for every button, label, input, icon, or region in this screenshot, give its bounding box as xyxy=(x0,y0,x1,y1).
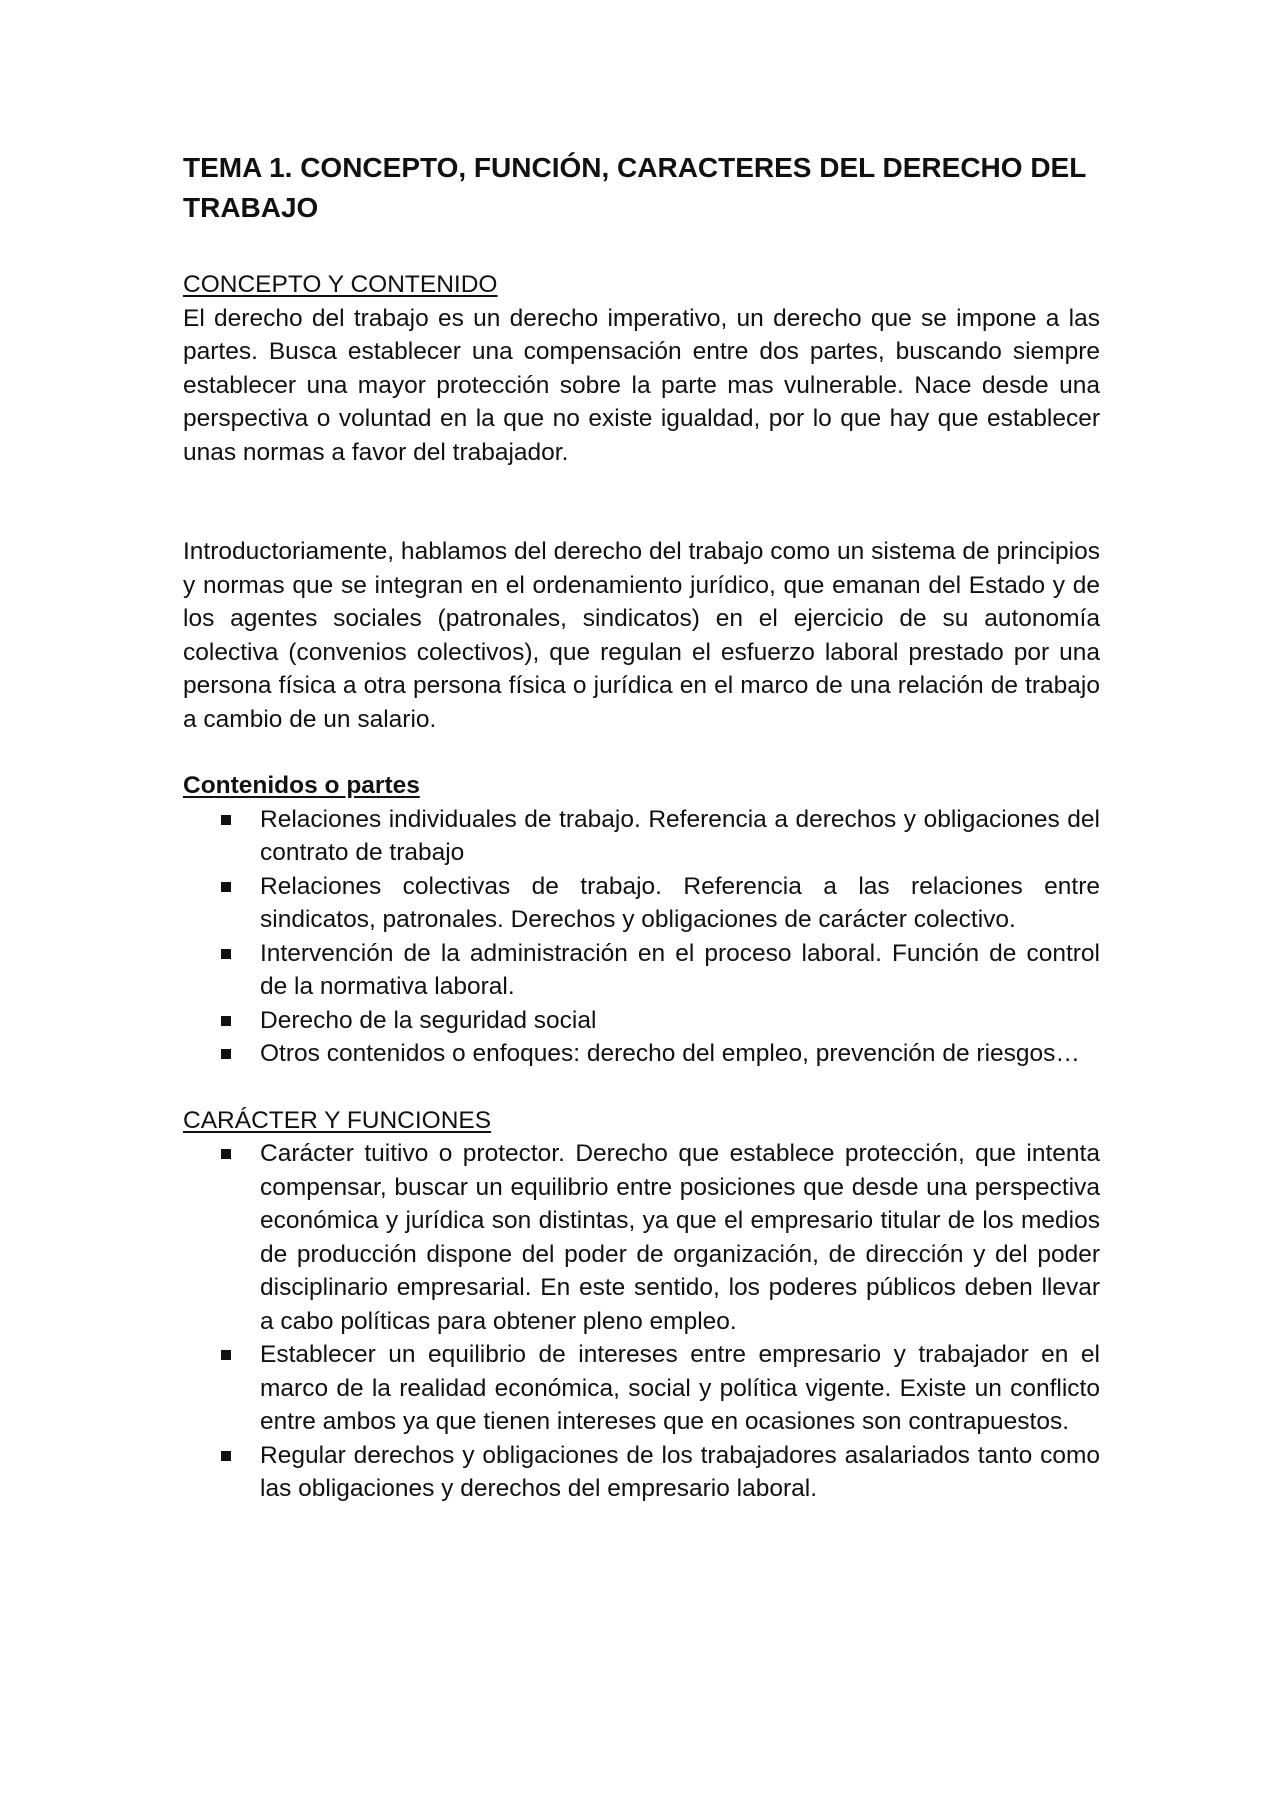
spacer xyxy=(183,736,1100,769)
list-item xyxy=(260,803,1100,870)
section-heading-caracter: CARÁCTER Y FUNCIONES xyxy=(183,1106,492,1134)
page-title: TEMA 1. CONCEPTO, FUNCIÓN, CARACTERES DEL DERECHO DEL TRABAJO xyxy=(183,152,1086,223)
contenidos-list xyxy=(183,803,1100,1071)
list-item-text: Relaciones colectivas de trabajo. Referencia a las relaciones entre sindicatos, patronales. Derechos y obligaciones de carácter colectivo. xyxy=(260,872,1100,933)
square-bullet-icon xyxy=(221,1016,231,1026)
spacer xyxy=(183,1071,1100,1104)
square-bullet-icon xyxy=(221,949,231,959)
list-item xyxy=(260,870,1100,937)
list-item-text: Derecho de la seguridad social xyxy=(260,1006,597,1034)
paragraph-concepto-1: El derecho del trabajo es un derecho imperativo, un derecho que se impone a las partes. Busca establecer una compensación entre dos partes, buscando siempre establecer una mayor protección sobre la parte mas vulnerable. Nace desde una perspectiva o voluntad en la que no existe igualdad, por lo que hay que establecer unas normas a favor del trabajador. xyxy=(183,304,1100,466)
square-bullet-icon xyxy=(221,815,231,825)
list-item-text: Relaciones individuales de trabajo. Referencia a derechos y obligaciones del contrato de trabajo xyxy=(260,805,1100,866)
list-item xyxy=(260,937,1100,1004)
list-item xyxy=(260,1137,1100,1338)
list-item-text: Regular derechos y obligaciones de los trabajadores asalariados tanto como las obligaciones y derechos del empresario laboral. xyxy=(260,1441,1100,1502)
spacer xyxy=(183,469,1100,535)
square-bullet-icon xyxy=(221,1049,231,1059)
list-item-text: Carácter tuitivo o protector. Derecho que establece protección, que intenta compensar, buscar un equilibrio entre posiciones que desde una perspectiva económica y jurídica son distintas, ya que el empresario titular de los medios de producción dispone del poder de organización, de dirección y del poder disciplinario empresarial. En este sentido, los poderes públicos deben llevar a cabo políticas para obtener pleno empleo. xyxy=(260,1140,1100,1335)
list-item xyxy=(260,1338,1100,1439)
section-heading-concepto: CONCEPTO Y CONTENIDO xyxy=(183,271,498,298)
paragraph-concepto-2: Introductoriamente, hablamos del derecho del trabajo como un sistema de principios y normas que se integran en el ordenamiento jurídico, que emanan del Estado y de los agentes sociales (patronales, sindicatos) en el ejercicio de su autonomía colectiva (convenios colectivos), que regulan el esfuerzo laboral prestado por una persona física a otra persona física o jurídica en el marco de una relación de trabajo a cambio de un salario. xyxy=(183,538,1100,733)
list-item xyxy=(260,1037,1100,1071)
square-bullet-icon xyxy=(221,1350,231,1360)
list-item-text: Establecer un equilibrio de intereses entre empresario y trabajador en el marco de la realidad económica, social y política vigente. Existe un conflicto entre ambos ya que tienen intereses que en ocasiones son contrapuestos. xyxy=(260,1341,1100,1435)
list-item-text: Otros contenidos o enfoques: derecho del empleo, prevención de riesgos… xyxy=(260,1040,1080,1067)
list-item xyxy=(260,1439,1100,1506)
list-item xyxy=(260,1004,1100,1038)
square-bullet-icon xyxy=(221,882,231,892)
caracter-list xyxy=(183,1137,1100,1506)
square-bullet-icon xyxy=(221,1451,231,1461)
section-heading-contenidos: Contenidos o partes xyxy=(183,772,420,799)
list-item-text: Intervención de la administración en el proceso laboral. Función de control de la normativa laboral. xyxy=(260,939,1100,1000)
square-bullet-icon xyxy=(221,1149,231,1159)
